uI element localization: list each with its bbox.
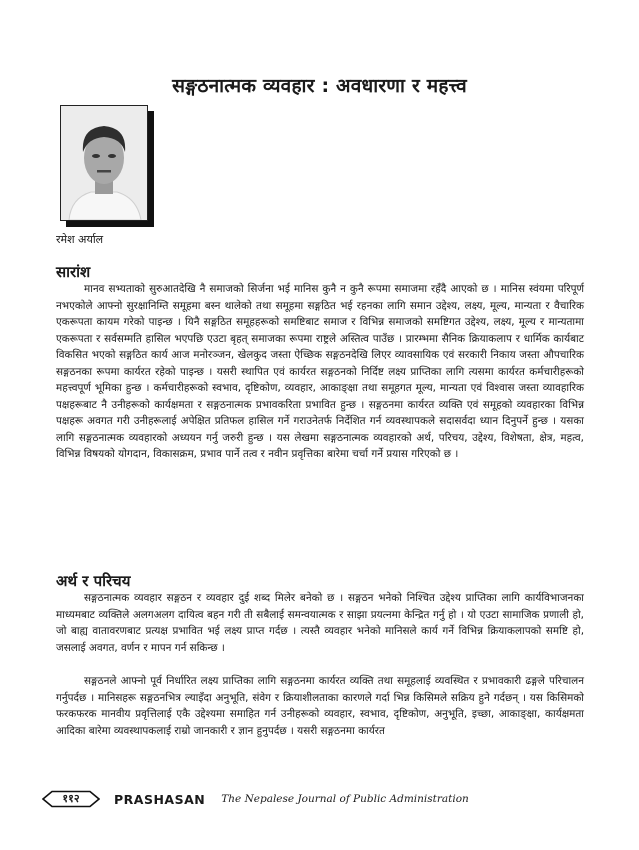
author-photo-frame xyxy=(60,105,150,223)
section-heading-meaning: अर्थ र परिचय xyxy=(56,572,131,590)
abstract-text: मानव सभ्यताको सुरुआतदेखि नै समाजको सिर्जना भई मानिस कुनै न कुनै रूपमा समाजमा रहँदै आएको छ । मानिस स्वंयमा परिपूर्ण नभएकोले आफ्नो सुरक्षानिम्ति समूहमा बस्न थालेको तथा समूहमा सङ्गठित भई रहनका लागि समान उद्देश्य, लक्ष्य, मूल्य, मान्यता र वैचारिक एकरूपता कायम गरेको पाइन्छ । यिनै सङ्गठित समूहहरूको समष्टिबाट समाज र विभिन्न समाजको समष्टिगत उद्देश्य, लक्ष्य, मूल्य र मान्यतामा एकरूपता र सर्वसम्मति हासिल भएपछि एउटा बृहत् समाजका रूपमा राष्ट्रले अस्तित्व पाउँछ । प्रारम्भमा सैनिक क्रियाकलाप र धार्मिक कार्यबाट विकसित भएको सङ्गठित कार्य आज मनोरञ्जन, खेलकुद जस्ता ऐच्छिक सङ्गठनदेखि लिएर व्यावसायिक एवं सरकारी निकाय जस्ता औपचारिक सङ्गठनका रूपमा कार्यरत रहेको पाइन्छ । यसरी स्थापित एवं कार्यरत सङ्गठनको निर्दिष्ट लक्ष्य प्राप्तिका लागि त्यसमा कार्यरत कर्मचारीहरूको महत्त्वपूर्ण भूमिका हुन्छ । कर्मचारीहरूको स्वभाव, दृष्टिकोण, व्यवहार, आकाङ्क्षा तथा समूहगत मूल्य, मान्यता एवं विश्वास जस्ता व्यावहारिक पक्षहरूबाट नै उनीहरूको कार्यक्षमता र सङ्गठनात्मक प्रभावकरिता प्रभावित हुन्छ । सङ्गठनमा कार्यरत व्यक्ति एवं समूहको व्यवहारका विभिन्न पक्षहरू अवगत गरी उनीहरूलाई अपेक्षित प्रतिफल हासिल गर्ने गराउनेतर्फ निर्देशित गर्न व्यवस्थापकले सदासर्वदा ध्यान दिनुपर्ने हुन्छ । यसका लागि सङ्गठनात्मक व्यवहारको अध्ययन गर्नु जरुरी हुन्छ । यस लेखमा सङ्गठनात्मक व्यवहारको अर्थ, परिचय, उद्देश्य, विशेषता, क्षेत्र, महत्व, विभिन्न विषयको योगदान, विकासक्रम, प्रभाव पार्ने तत्व र नवीन प्रवृत्तिका बारेमा चर्चा गर्ने प्रयास गरिएको छ । xyxy=(56,283,584,460)
article-title: सङ्गठनात्मक व्यवहार : अवधारणा र महत्त्व xyxy=(172,75,467,97)
journal-name: PRASHASAN xyxy=(114,791,206,807)
page-number-badge xyxy=(42,790,100,808)
page-number: ११२ xyxy=(62,792,80,805)
page-footer xyxy=(42,788,469,810)
author-name: रमेश अर्याल xyxy=(56,233,104,246)
section-heading-abstract: सारांश xyxy=(56,263,91,281)
meaning-paragraph-2 xyxy=(56,673,584,739)
meaning-text-2: सङ्गठनले आफ्नो पूर्व निर्धारित लक्ष्य प्राप्तिका लागि सङ्गठनमा कार्यरत व्यक्ति तथा समूहलाई व्यवस्थित र प्रभावकारी ढङ्गले परिचालन गर्नुपर्दछ । मानिसहरू सङ्गठनभित्र ल्याइँदा अनुभूति, संवेग र क्रियाशीलताका कारणले गर्दा भिन्न किसिमले सक्रिय हुने गर्दछन् । यस किसिमको फरकफरक मानवीय प्रवृत्तिलाई एकै उद्देश्यमा समाहित गर्न उनीहरूको व्यवहार, स्वभाव, दृष्टिकोण, अनुभूति, इच्छा, आकाङ्क्षा, कार्यक्षमता आदिका बारेमा व्यवस्थापकलाई राम्रो जानकारी र ज्ञान हुनुपर्दछ । यसरी सङ्गठनमा कार्यरत xyxy=(56,675,584,737)
meaning-paragraph-1 xyxy=(56,590,584,656)
portrait-illustration xyxy=(61,106,147,220)
author-photo xyxy=(60,105,148,221)
journal-subtitle: The Nepalese Journal of Public Administration xyxy=(221,793,469,805)
meaning-text-1: सङ्गठनात्मक व्यवहार सङ्गठन र व्यवहार दुई शब्द मिलेर बनेको छ । सङ्गठन भनेको निश्चित उद्देश्य प्राप्तिका लागि कार्यविभाजनका माध्यमबाट व्यक्तिले अलगअलग दायित्व बहन गरी ती सबैलाई समन्वयात्मक र साझा प्रयत्नमा केन्द्रित गर्नु हो । यो एउटा सामाजिक प्रणाली हो, जो बाह्य वातावरणबाट प्रत्यक्ष प्रभावित भई लक्ष्य प्राप्त गर्दछ । त्यस्तै व्यवहार भनेको मानिसले कार्य गर्ने विभिन्न क्रियाकलापको समष्टि हो, जसलाई अवगत, वर्णन र मापन गर्न सकिन्छ । xyxy=(56,592,584,654)
abstract-paragraph xyxy=(56,281,584,463)
